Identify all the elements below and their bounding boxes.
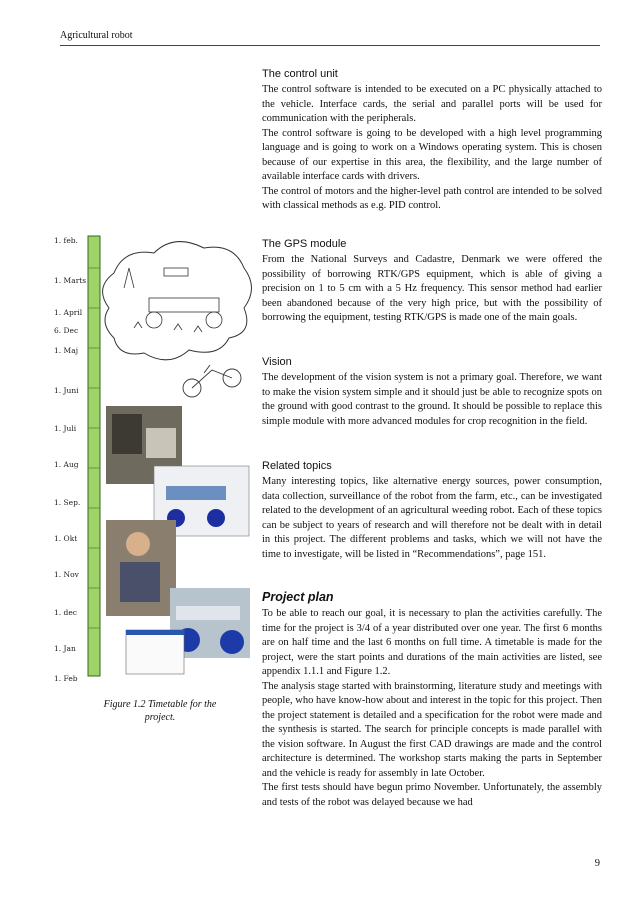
- section-project-plan: [262, 590, 602, 810]
- timeline-label: 6. Dec: [54, 326, 79, 335]
- timeline-label: 1. Aug: [54, 460, 79, 469]
- section-vision: [262, 356, 602, 429]
- section-heading: Vision: [262, 356, 292, 368]
- paragraph: The control of motors and the higher-level path control are intended to be solved with classical methods as e.g. PID control.: [262, 185, 602, 211]
- paragraph: The first tests should have begun primo November. Unfortunately, the assembly and tests of the robot was delayed because we had: [262, 782, 602, 808]
- paragraph: The control software is intended to be executed on a PC physically attached to the vehicle. Interface cards, the serial and parallel ports will be used for communication with the peripherals.: [262, 84, 602, 124]
- timeline-label: 1. April: [54, 308, 83, 317]
- timeline-label: 1. Jan: [54, 644, 76, 653]
- paragraph: From the National Surveys and Cadastre, Denmark we were offered the possibility of borrowing RTK/GPS equipment, which is able of giving a precision on 1 to 5 cm with a 5 Hz frequency. This sensor method had earlier been abandoned because of the very high price, but with the possibility of borrowing the equipment, testing RTK/GPS is made one of the main goals.: [262, 254, 602, 323]
- paragraph: The development of the vision system is not a primary goal. Therefore, we want to make the vision system simple and it should just be able to recognize spots on the ground with good contrast to the ground. It should be possible to replace this simple module with more advanced modules for crop recognition in the field.: [262, 372, 602, 427]
- timeline-label: 1. Marts: [54, 276, 87, 285]
- timeline-label: 1. Feb: [54, 674, 78, 683]
- section-heading: The control unit: [262, 68, 338, 80]
- timeline-label: 1. Juli: [54, 424, 77, 433]
- page-number: 9: [594, 858, 600, 869]
- section-heading: Project plan: [262, 590, 334, 604]
- section-heading: The GPS module: [262, 238, 347, 250]
- timeline-label: 1. Sep.: [54, 498, 81, 507]
- paragraph: To be able to reach our goal, it is necessary to plan the activities carefully. The time for the project is 3/4 of a year distributed over one year. The first 6 months are on half time and the last 6 months on full time. A timetable is made for the project, were the start points and durations of the main activities are listed, see appendix 1.1.1 and Figure 1.2.: [262, 608, 602, 677]
- paragraph: The analysis stage started with brainstorming, literature study and meetings with people, who have know-how about and interest in the topic for this project. Then the project statement is detailed and a specification for the robot were made and the synthesis is started. The search for principle concepts is made parallel with the vision software. In August the first CAD drawings are made and the control architecture is determined. The workshop starts making the parts in September and the vehicle is ready for assembly in late October.: [262, 680, 602, 779]
- timeline-label: 1. Okt: [54, 534, 78, 543]
- section-gps-module: [262, 238, 602, 326]
- timeline-label: 1. Nov: [54, 570, 79, 579]
- section-heading: Related topics: [262, 460, 332, 472]
- paragraph: Many interesting topics, like alternative energy sources, power consumption, data collection, surveillance of the robot from the farm, etc., can be investigated related to the development of an agricultural weeding robot. Each of these topics can be subject to years of research and will therefore not be dealt with in detail in this project. The different problems and tasks, which we will not have the time to investigate, will be listed in “Recommendations”, page 151.: [262, 476, 602, 560]
- timeline-labels: [54, 228, 88, 690]
- running-header: [60, 30, 600, 46]
- timeline-label: 1. Juni: [54, 386, 79, 395]
- timetable-figure: [54, 228, 256, 690]
- section-related-topics: [262, 460, 602, 562]
- paragraph: The control software is going to be developed with a high level programming language and is going to work on a Windows operating system. This is chosen because of our expertise in this area, the flexibility, and the large number of available interface cards with drivers.: [262, 127, 602, 182]
- figure-caption: Figure 1.2 Timetable for the project.: [103, 699, 217, 723]
- report-screenshot: [126, 630, 184, 674]
- timeline-label: 1. dec: [54, 608, 77, 617]
- timeline-label: 1. feb.: [54, 236, 78, 245]
- section-control-unit: [262, 68, 602, 214]
- timeline-label: 1. Maj: [54, 346, 79, 355]
- running-title: Agricultural robot: [60, 30, 133, 41]
